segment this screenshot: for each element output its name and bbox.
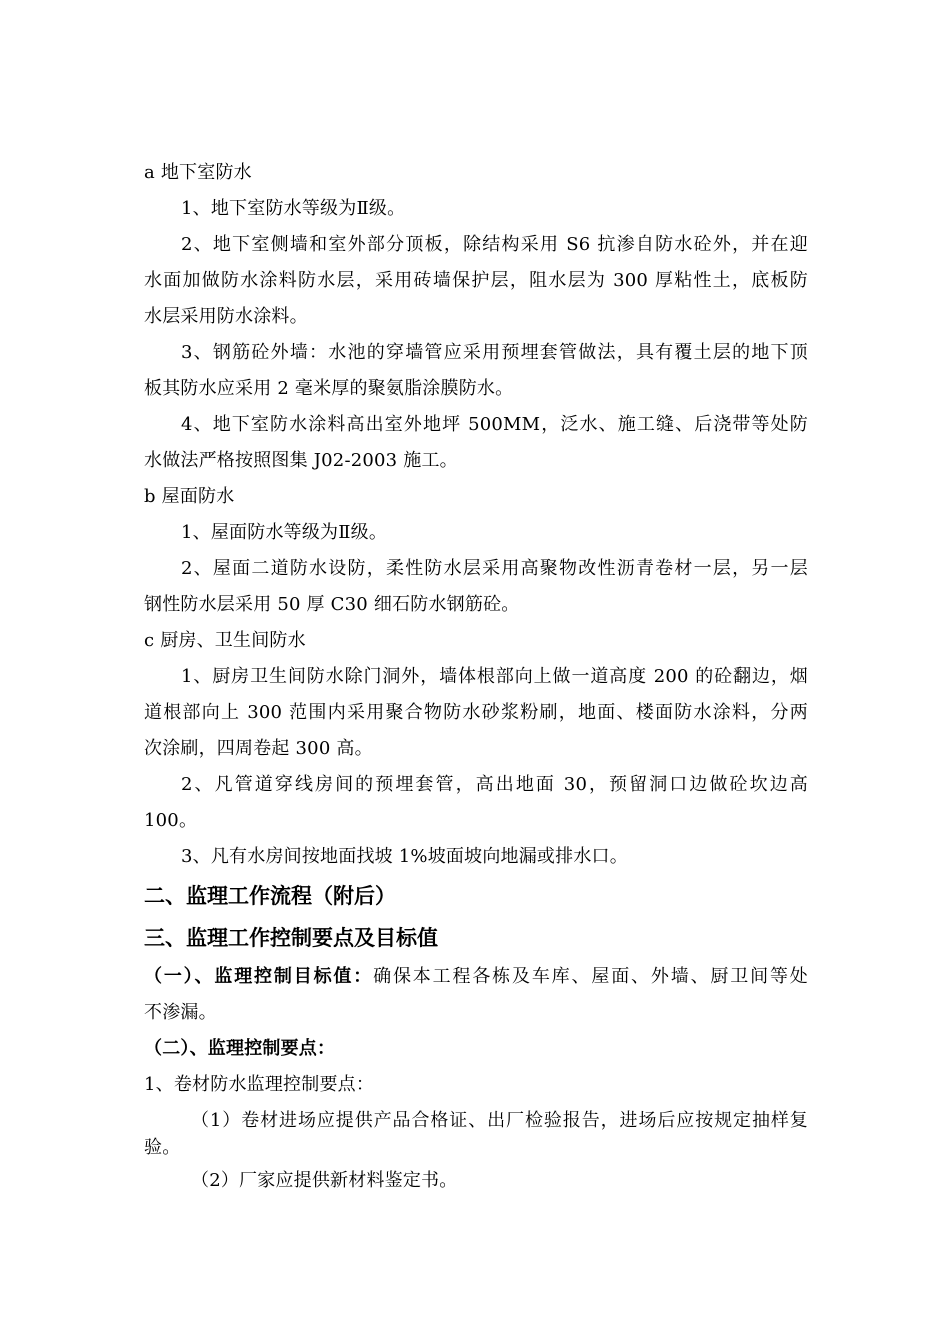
section-b-title: b 屋面防水 [144,486,235,507]
section-a-item-4-line-1: 4、地下室防水涂料高出室外地坪 500MM，泛水、施工缝、后浇带等处防 [181,414,808,435]
section-c-title: c 厨房、卫生间防水 [144,630,306,651]
section-a-item-4-line-2: 水做法严格按照图集 J02-2003 施工。 [144,450,458,471]
section-c-item-3: 3、凡有水房间按地面找坡 1%坡面坡向地漏或排水口。 [181,846,628,867]
section-b-item-2-line-2: 钢性防水层采用 50 厚 C30 细石防水钢筋砼。 [144,594,520,615]
section-b-item-1: 1、屋面防水等级为Ⅱ级。 [181,522,388,543]
section-c-item-1-line-3: 次涂刷，四周卷起 300 高。 [144,738,373,759]
roll-waterproof-title: 1、卷材防水监理控制要点： [144,1074,375,1095]
section-c-item-1-line-1: 1、厨房卫生间防水除门洞外，墙体根部向上做一道高度 200 的砼翻边，烟 [181,666,808,687]
heading-control-points: 三、监理工作控制要点及目标值 [144,925,438,950]
target-label: （一）、监理控制目标值： [144,966,374,987]
document-body [144,155,808,1194]
target-paragraph-line-2: 不渗漏。 [144,1002,217,1023]
section-a-item-2-line-2: 水面加做防水涂料防水层，采用砖墙保护层，阻水层为 300 厚粘性土，底板防 [144,270,808,291]
section-c-item-2-line-2: 100。 [144,810,198,831]
section-b-item-2-line-1: 2、屋面二道防水设防，柔性防水层采用高聚物改性沥青卷材一层，另一层 [181,558,808,579]
section-a-title: a 地下室防水 [144,162,252,183]
section-a-item-1: 1、地下室防水等级为Ⅱ级。 [181,198,406,219]
heading-workflow: 二、监理工作流程（附后） [144,883,396,908]
roll-item-1-line-1: （1）卷材进场应提供产品合格证、出厂检验报告，进场后应按规定抽样复 [191,1110,808,1131]
target-text: 确保本工程各栋及车库、屋面、外墙、厨卫间等处 [373,966,808,987]
roll-item-1-line-2: 验。 [144,1137,181,1158]
section-c-item-1-line-2: 道根部向上 300 范围内采用聚合物防水砂浆粉刷，地面、楼面防水涂料，分两 [144,702,808,723]
roll-item-2: （2）厂家应提供新材料鉴定书。 [191,1170,458,1191]
section-a-item-2-line-1: 2、地下室侧墙和室外部分顶板，除结构采用 S6 抗渗自防水砼外，并在迎 [181,234,808,255]
target-paragraph-line-1 [144,959,808,995]
points-label: （二）、监理控制要点： [144,1038,336,1059]
section-a-item-2-line-3: 水层采用防水涂料。 [144,306,308,327]
section-c-item-2-line-1: 2、凡管道穿线房间的预埋套管，高出地面 30，预留洞口边做砼坎边高 [181,774,808,795]
section-a-item-3-line-2: 板其防水应采用 2 毫米厚的聚氨脂涂膜防水。 [144,378,514,399]
section-a-item-3-line-1: 3、钢筋砼外墙：水池的穿墙管应采用预埋套管做法，具有覆土层的地下顶 [181,342,808,363]
